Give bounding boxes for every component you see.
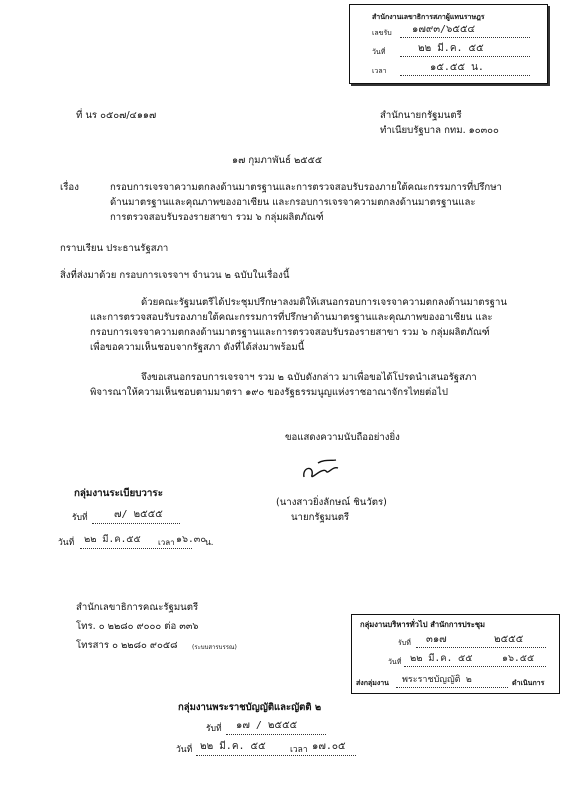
agenda-stamp-value: ๑๖.๓๐ xyxy=(176,534,207,545)
enclosure: สิ่งที่ส่งมาด้วย กรอบการเจรจาฯ จำนวน ๒ ฉบับในเรื่องนี้ xyxy=(60,270,290,281)
admin-stamp-title: กลุ่มงานบริหารทั่วไป สำนักการประชุม xyxy=(360,620,485,629)
subject-line: การตรวจสอบรับรองรายสาขา รวม ๖ กลุ่มผลิตภัณฑ์ xyxy=(110,212,324,223)
bills-stamp-label: วันที่ xyxy=(176,745,193,755)
signatory-name: (นางสาวยิ่งลักษณ์ ชินวัตร) xyxy=(276,497,387,508)
body-line: เพื่อขอความเห็นชอบจากรัฐสภา ดังที่ได้ส่งมาพร้อมนี้ xyxy=(90,342,305,353)
agenda-stamp-value: ๒๒ มี.ค.๕๕ xyxy=(84,534,141,545)
admin-stamp-value: พระราชบัญญัติ ๒ xyxy=(402,675,472,685)
stamp-row-value: ๑๕.๕๕ น. xyxy=(430,62,484,73)
bills-stamp-value: ๒๒ มี.ค. ๕๕ xyxy=(200,741,266,752)
admin-stamp xyxy=(351,614,560,694)
stamp-row-label: เวลา xyxy=(372,67,387,75)
body-line: และการตรวจสอบรับรองภายใต้คณะกรรมการที่ปรึกษาด้านมาตรฐานและคุณภาพของอาเซียน และ xyxy=(90,312,493,323)
agenda-stamp-label: รับที่ xyxy=(72,513,88,523)
body-line: พิจารณาให้ความเห็นชอบตามมาตรา ๑๙๐ ของรัฐธรรมนูญแห่งราชอาณาจักรไทยต่อไป xyxy=(90,387,448,398)
admin-stamp-value: ๓๑๗ xyxy=(426,634,447,645)
agenda-stamp-value: ๗/ ๒๕๕๕ xyxy=(114,509,163,520)
stamp-row-label: วันที่ xyxy=(372,48,386,56)
bills-stamp-title: กลุ่มงานพระราชบัญญัติและญัตติ ๒ xyxy=(178,702,322,713)
bills-stamp-label: เวลา xyxy=(290,745,308,755)
signature-image xyxy=(298,457,344,485)
subject-line: กรอบการเจรจาความตกลงด้านมาตรฐานและการตรวจสอบรับรองภายใต้คณะกรรมการที่ปรึกษา xyxy=(110,182,502,193)
admin-stamp-label: รับที่ xyxy=(398,639,411,647)
admin-stamp-value: ๒๒ มี.ค. ๕๕ xyxy=(410,653,473,664)
body-line: จึงขอเสนอกรอบการเจรจาฯ รวม ๒ ฉบับดังกล่าว มาเพื่อขอได้โปรดนำเสนอรัฐสภา xyxy=(141,372,477,383)
bills-stamp-label: รับที่ xyxy=(206,724,222,734)
admin-stamp-label: ส่งกลุ่มงาน xyxy=(356,679,389,687)
footer-fax: โทรสาร ๐ ๒๒๘๐ ๙๐๕๘ xyxy=(76,640,178,651)
agenda-stamp-label: วันที่ xyxy=(58,538,75,548)
stamp-agency: สำนักงานเลขาธิการสภาผู้แทนราษฎร xyxy=(372,13,485,21)
agenda-stamp-suffix: น. xyxy=(205,538,214,548)
admin-stamp-suffix: ดำเนินการ xyxy=(512,679,545,687)
footer-phone: โทร. ๐ ๒๒๘๐ ๙๐๐๐ ต่อ ๓๓๖ xyxy=(76,621,199,632)
footer-office: สำนักเลขาธิการคณะรัฐมนตรี xyxy=(76,602,199,613)
subject-line: ด้านมาตรฐานและคุณภาพของอาเซียน และกรอบการเจรจาความตกลงด้านมาตรฐานและ xyxy=(110,197,476,208)
office-address: ทำเนียบรัฐบาล กทม. ๑๐๓๐๐ xyxy=(380,125,499,136)
agenda-stamp-title: กลุ่มงานระเบียบวาระ xyxy=(74,488,163,499)
footer-fax-note: (ระบบสารบรรณ) xyxy=(192,644,237,651)
letter-date: ๑๗ กุมภาพันธ์ ๒๕๕๕ xyxy=(232,155,323,166)
admin-stamp-value: ๒๕๕๕ xyxy=(494,634,524,645)
admin-stamp-value: ๑๖.๕๕ xyxy=(502,653,535,664)
document-number: ที่ นร ๐๕๐๗/๔๑๑๗ xyxy=(76,110,157,121)
admin-stamp-label: วันที่ xyxy=(388,658,402,666)
body-line: ด้วยคณะรัฐมนตรีได้ประชุมปรึกษาลงมติให้เสนอกรอบการเจรจาความตกลงด้านมาตรฐาน xyxy=(141,297,507,308)
receipt-stamp-top xyxy=(349,4,548,84)
agenda-stamp-label: เวลา xyxy=(158,538,175,547)
subject-label: เรื่อง xyxy=(60,182,79,193)
bills-stamp-value: ๑๗ / ๒๕๕๕ xyxy=(236,720,298,731)
stamp-row-value: ๑๗๙๓/๖๕๕๔ xyxy=(412,24,476,35)
office-name: สำนักนายกรัฐมนตรี xyxy=(380,110,462,121)
bills-stamp-value: ๑๗.๐๕ xyxy=(312,741,346,752)
stamp-row-label: เลขรับ xyxy=(372,29,392,37)
salutation: กราบเรียน ประธานรัฐสภา xyxy=(60,243,169,254)
closing: ขอแสดงความนับถืออย่างยิ่ง xyxy=(285,432,400,443)
stamp-row-value: ๒๒ มี.ค. ๕๕ xyxy=(418,43,484,54)
body-line: กรอบการเจรจาความตกลงด้านมาตรฐานและการตรวจสอบรับรองรายสาขา รวม ๖ กลุ่มผลิตภัณฑ์ xyxy=(90,327,490,338)
signatory-title: นายกรัฐมนตรี xyxy=(291,512,350,523)
